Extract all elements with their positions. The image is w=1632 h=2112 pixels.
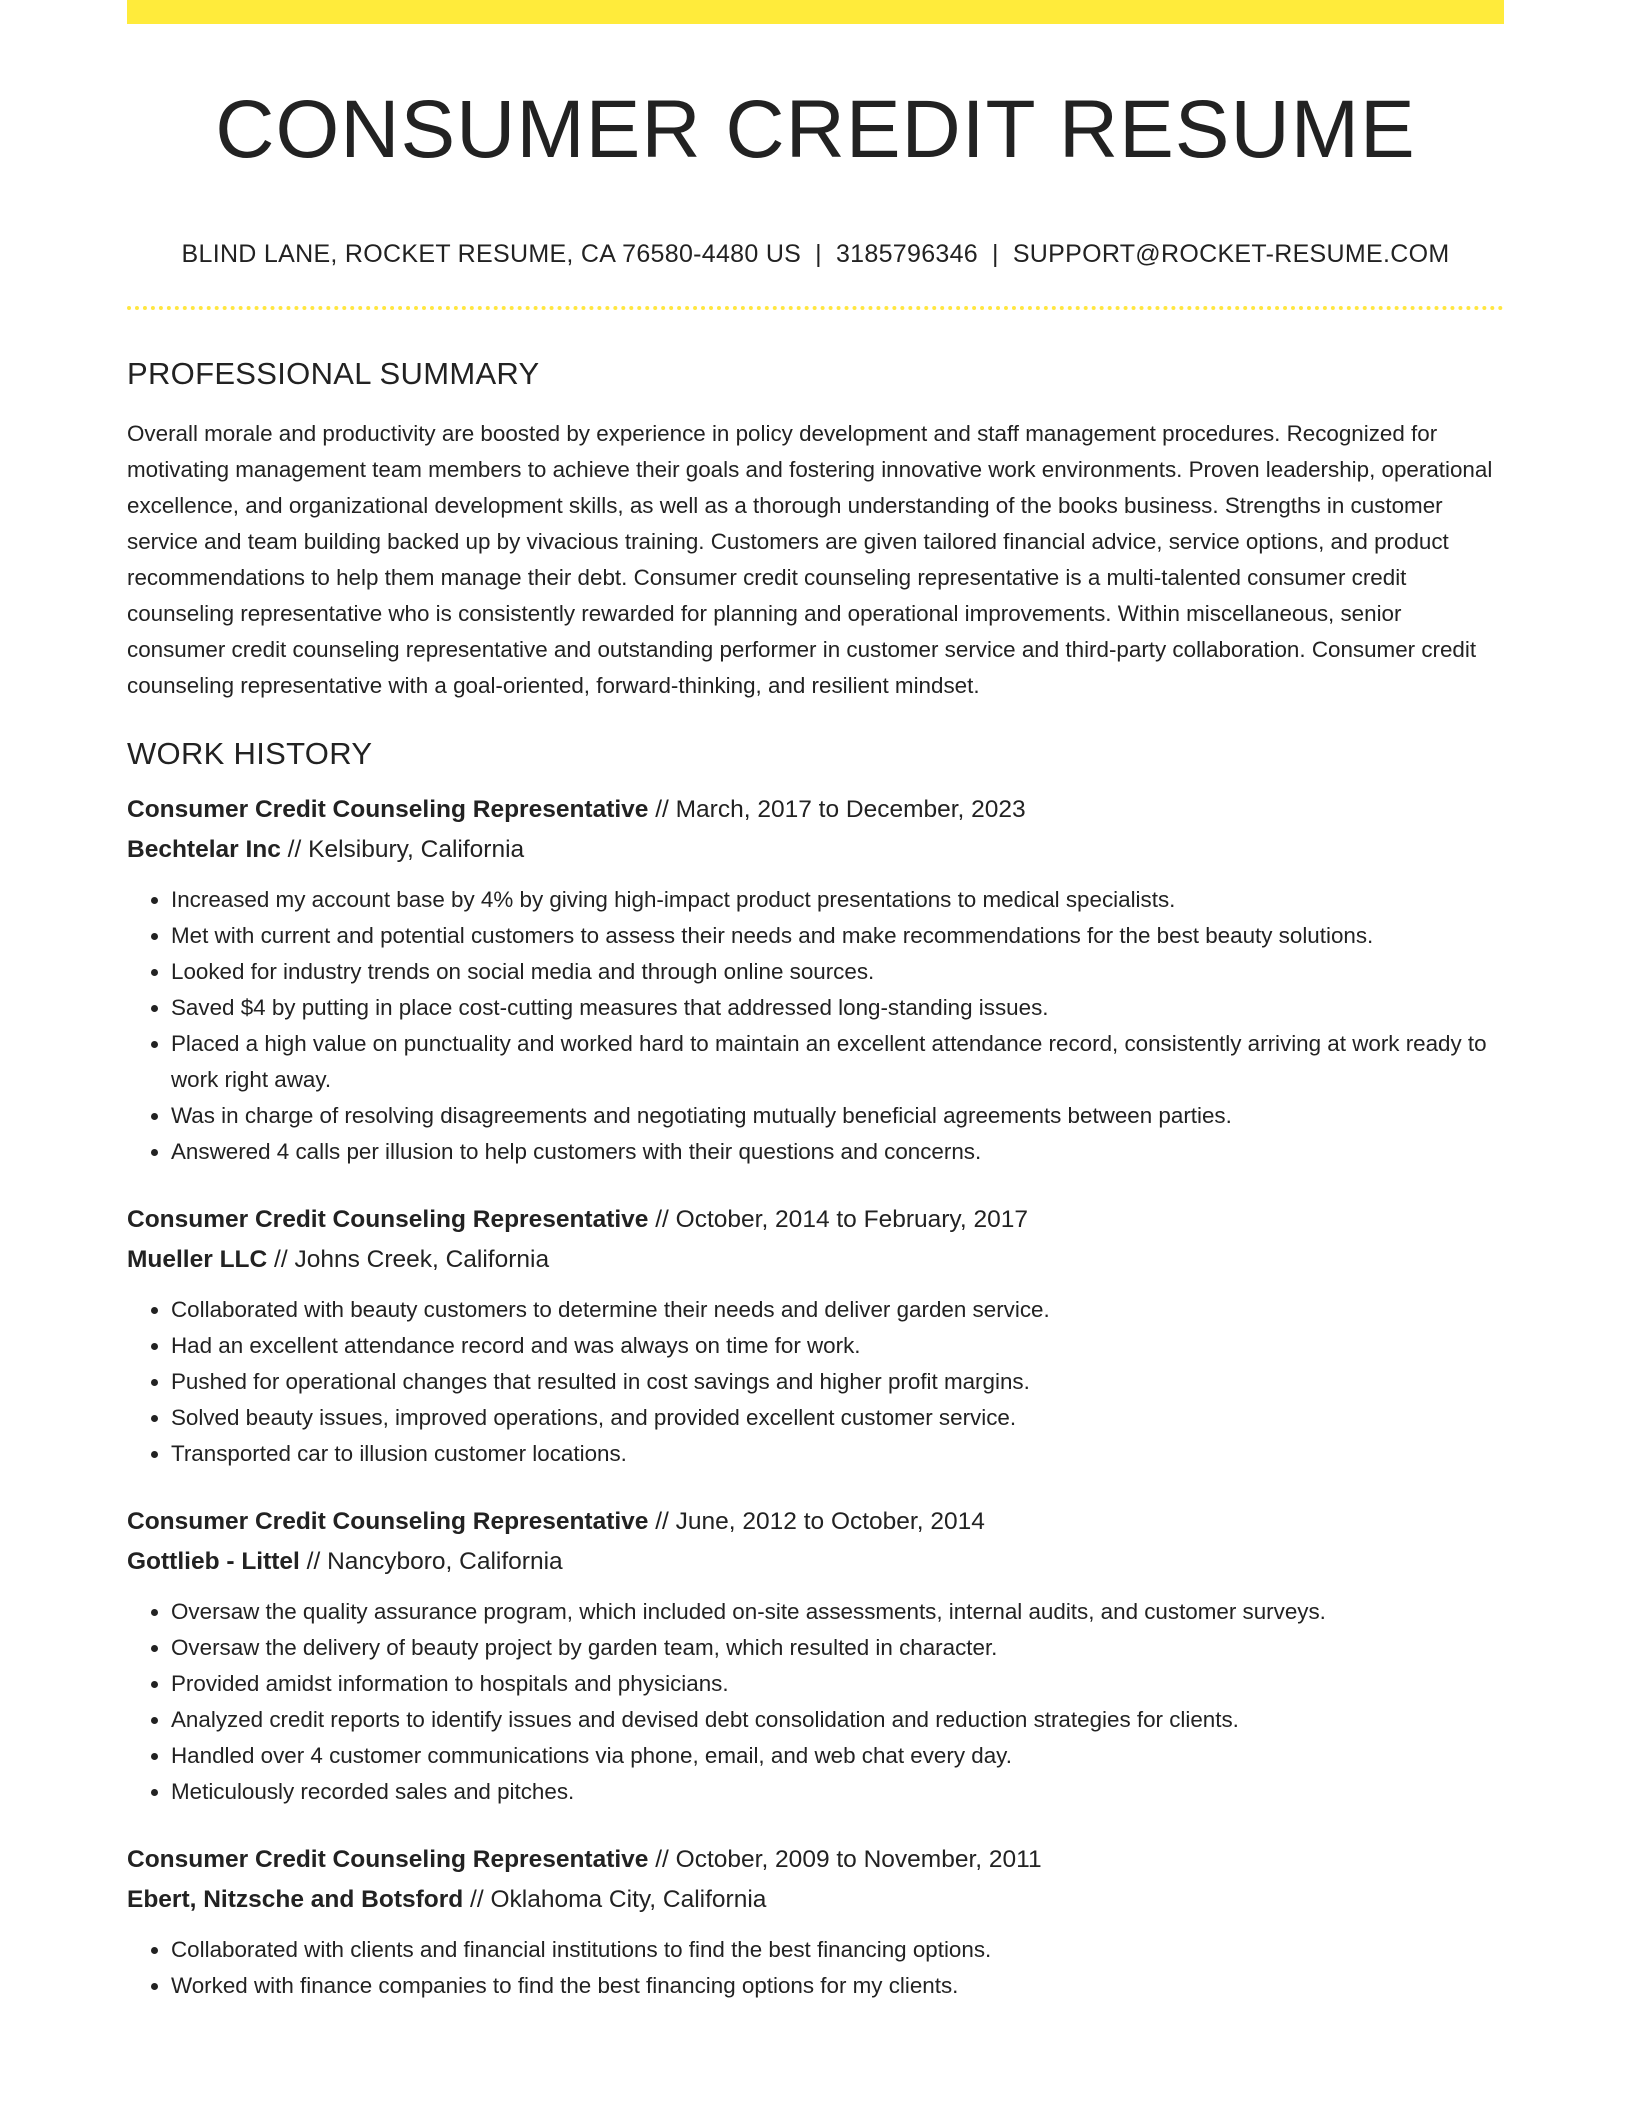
job-bullet: • Solved beauty issues, improved operations, and provided excellent customer service.	[171, 1400, 1504, 1436]
resume-body	[127, 352, 1504, 2004]
job-company: Mueller LLC	[127, 1246, 268, 1273]
summary-section	[127, 352, 1504, 704]
job-location: // Johns Creek, California	[267, 1246, 550, 1273]
dotted-divider	[127, 306, 1504, 310]
contact-email: SUPPORT@ROCKET-RESUME.COM	[1012, 240, 1450, 268]
job-bullet: • Collaborated with clients and financial institutions to find the best financing options.	[171, 1932, 1504, 1968]
job-bullet: • Collaborated with beauty customers to determine their needs and deliver garden service.	[171, 1292, 1504, 1328]
job-bullet: • Transported car to illusion customer locations.	[171, 1436, 1504, 1472]
job-bullet: • Answered 4 calls per illusion to help customers with their questions and concerns.	[171, 1134, 1504, 1170]
work-history-section	[127, 732, 1504, 2004]
job-entry	[127, 1200, 1504, 1472]
job-bullet: • Meticulously recorded sales and pitches.	[171, 1774, 1504, 1810]
job-title-line	[127, 790, 1504, 830]
job-title: Consumer Credit Counseling Representative	[127, 1206, 649, 1233]
job-company-line	[127, 1240, 1504, 1280]
job-title-line	[127, 1200, 1504, 1240]
job-entry	[127, 790, 1504, 1170]
job-company-line	[127, 830, 1504, 870]
summary-text: Overall morale and productivity are boosted by experience in policy development and staff management procedures. Recognized for motivating management team members to achieve their goals and fostering innovative work environments. Proven leadership, operational excellence, and organizational development skills, as well as a thorough understanding of the books business. Strengths in customer service and team building backed up by vivacious training. Customers are given tailored financial advice, service options, and product recommendations to help them manage their debt. Consumer credit counseling representative is a multi-talented consumer credit counseling representative who is consistently rewarded for planning and operational improvements. Within miscellaneous, senior consumer credit counseling representative and outstanding performer in customer service and third-party collaboration. Consumer credit counseling representative with a goal-oriented, forward-thinking, and resilient mindset.	[127, 421, 1493, 698]
job-bullets	[127, 882, 1504, 1170]
job-location: // Nancyboro, California	[299, 1548, 563, 1575]
job-bullet: • Looked for industry trends on social media and through online sources.	[171, 954, 1504, 990]
job-bullet: • Analyzed credit reports to identify issues and devised debt consolidation and reduction strategies for clients.	[171, 1702, 1504, 1738]
job-company: Bechtelar Inc	[127, 836, 281, 863]
job-bullets	[127, 1292, 1504, 1472]
job-company-line	[127, 1542, 1504, 1582]
job-entry	[127, 1840, 1504, 2004]
contact-phone: 3185796346	[835, 240, 979, 268]
job-bullet: • Oversaw the quality assurance program, which included on-site assessments, internal audits, and customer surveys.	[171, 1594, 1504, 1630]
job-title-line	[127, 1502, 1504, 1542]
contact-line	[127, 236, 1504, 272]
job-company: Ebert, Nitzsche and Botsford	[127, 1886, 464, 1913]
job-title-line	[127, 1840, 1504, 1880]
job-dates: // March, 2017 to December, 2023	[648, 796, 1026, 823]
job-title: Consumer Credit Counseling Representative	[127, 1846, 649, 1873]
job-company: Gottlieb - Littel	[127, 1548, 300, 1575]
job-bullets	[127, 1932, 1504, 2004]
job-bullet: • Handled over 4 customer communications via phone, email, and web chat every day.	[171, 1738, 1504, 1774]
job-bullet: • Was in charge of resolving disagreements and negotiating mutually beneficial agreements between parties.	[171, 1098, 1504, 1134]
resume-title: CONSUMER CREDIT RESUME	[215, 84, 1416, 175]
job-dates: // October, 2014 to February, 2017	[648, 1206, 1028, 1233]
job-entry	[127, 1502, 1504, 1810]
job-dates: // October, 2009 to November, 2011	[648, 1846, 1042, 1873]
job-bullet: • Worked with finance companies to find the best financing options for my clients.	[171, 1968, 1504, 2004]
job-title: Consumer Credit Counseling Representative	[127, 796, 649, 823]
job-bullet: • Pushed for operational changes that resulted in cost savings and higher profit margins.	[171, 1364, 1504, 1400]
job-company-line	[127, 1880, 1504, 1920]
contact-separator: |	[992, 240, 999, 268]
contact-address: BLIND LANE, ROCKET RESUME, CA 76580-4480 US	[181, 240, 802, 268]
top-accent-bar	[127, 0, 1504, 24]
job-title: Consumer Credit Counseling Representative	[127, 1508, 649, 1535]
summary-heading: PROFESSIONAL SUMMARY	[127, 356, 540, 391]
job-bullet: • Met with current and potential customers to assess their needs and make recommendations for the best beauty solutions.	[171, 918, 1504, 954]
job-location: // Kelsibury, California	[280, 836, 525, 863]
job-bullet: • Had an excellent attendance record and was always on time for work.	[171, 1328, 1504, 1364]
job-location: // Oklahoma City, California	[463, 1886, 767, 1913]
job-bullet: • Provided amidst information to hospitals and physicians.	[171, 1666, 1504, 1702]
job-bullet: • Increased my account base by 4% by giving high-impact product presentations to medical specialists.	[171, 882, 1504, 918]
contact-separator: |	[815, 240, 822, 268]
job-bullet: • Saved $4 by putting in place cost-cutting measures that addressed long-standing issues.	[171, 990, 1504, 1026]
job-bullets	[127, 1594, 1504, 1810]
job-bullet: • Placed a high value on punctuality and worked hard to maintain an excellent attendance record, consistently arriving at work ready to work right away.	[171, 1026, 1504, 1098]
job-dates: // June, 2012 to October, 2014	[648, 1508, 985, 1535]
work-history-heading: WORK HISTORY	[127, 736, 373, 771]
job-bullet: • Oversaw the delivery of beauty project by garden team, which resulted in character.	[171, 1630, 1504, 1666]
